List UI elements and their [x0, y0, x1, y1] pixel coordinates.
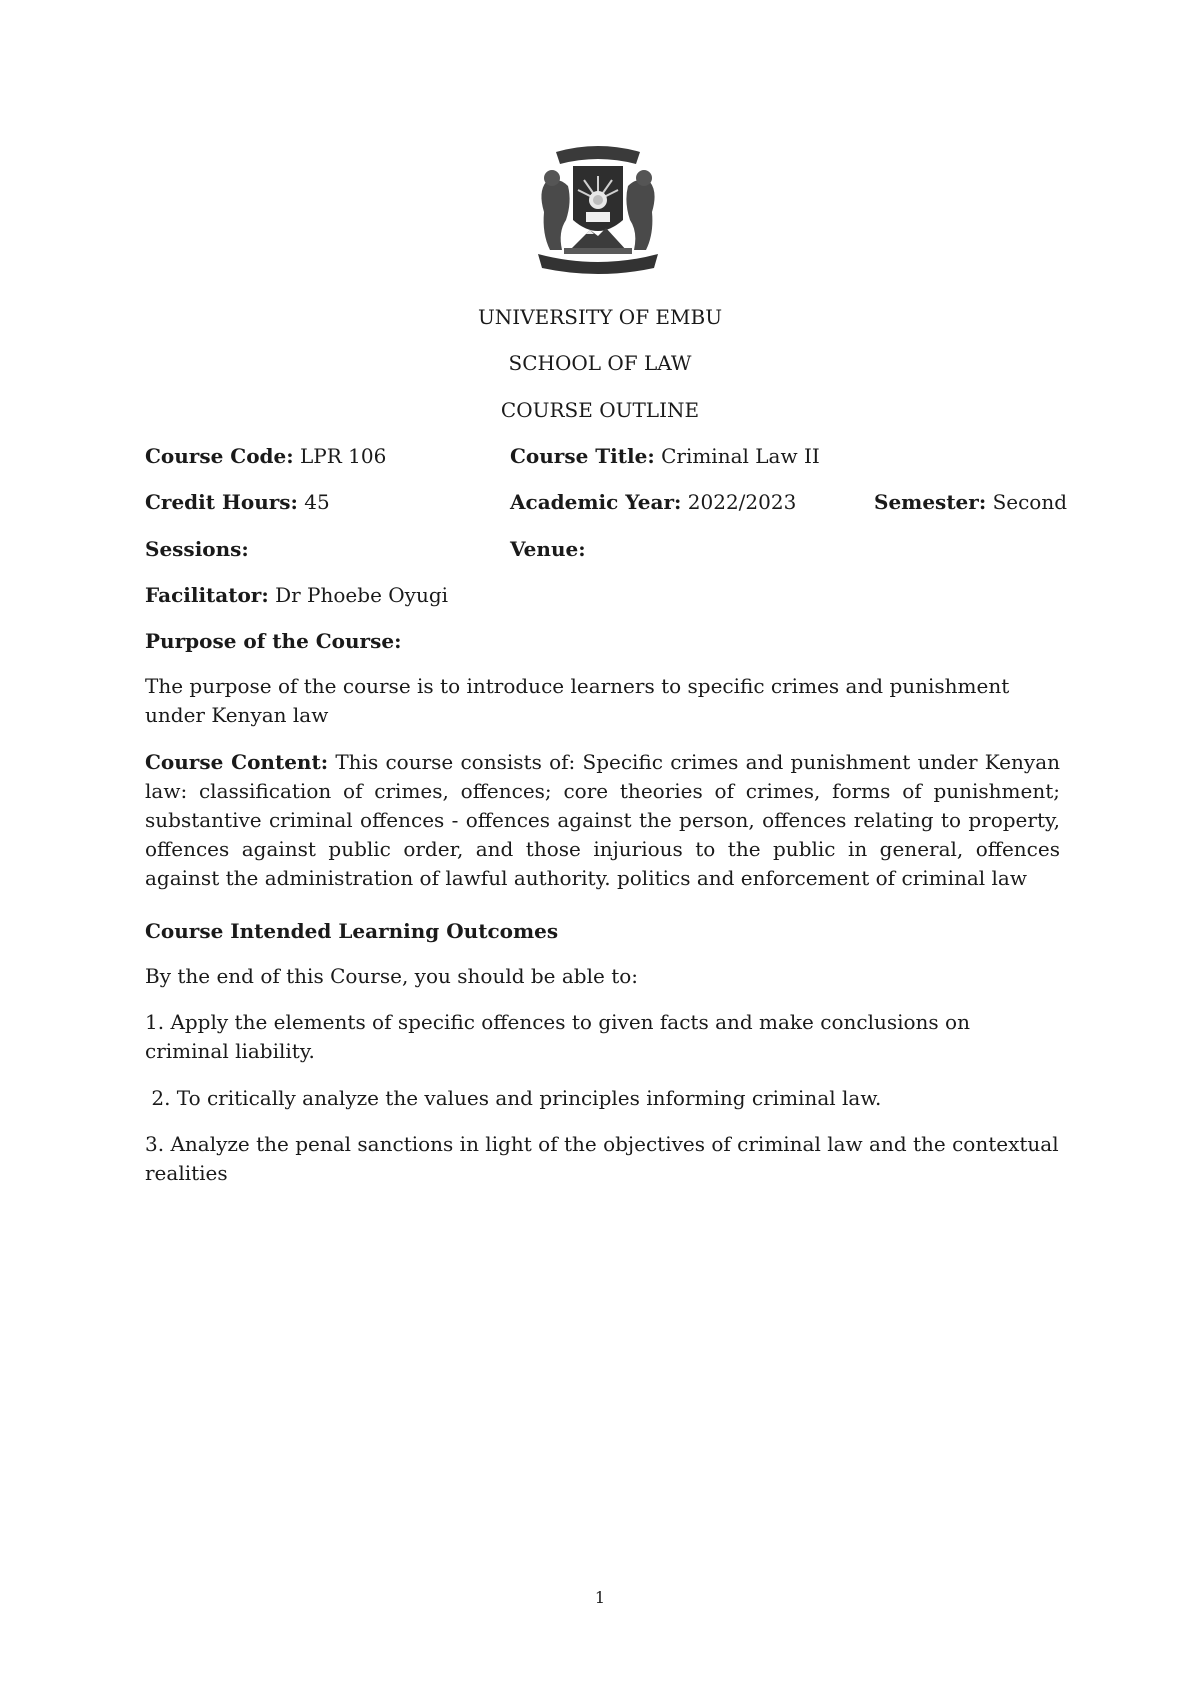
- venue-field: [510, 537, 586, 561]
- credit-hours-field: [145, 490, 330, 514]
- course-title-field: [510, 444, 820, 468]
- university-seal-logo: [528, 142, 668, 282]
- semester-field: [874, 490, 1067, 514]
- course-title-value: Criminal Law II: [661, 444, 820, 468]
- facilitator-label: Facilitator:: [145, 583, 269, 607]
- academic-year-value: 2022/2023: [687, 490, 797, 514]
- sessions-field: [145, 537, 249, 561]
- course-content-text: This course consists of: Specific crimes and punishment under Kenyan law: classification of crimes, offences; core theories of crimes, forms of punishment; substantive criminal offences - offences against the person, offences relating to property, offences against public order, and those injurious to the public in general, offences against the administration of lawful authority. politics and enforcement of criminal law: [145, 750, 1060, 890]
- semester-label: Semester:: [874, 490, 987, 514]
- course-code-label: Course Code:: [145, 444, 294, 468]
- credit-hours-value: 45: [304, 490, 330, 514]
- facilitator-field: [145, 583, 448, 607]
- academic-year-field: [510, 490, 796, 514]
- course-code-field: [145, 444, 386, 468]
- facilitator-value: Dr Phoebe Oyugi: [275, 583, 449, 607]
- school-name: SCHOOL OF LAW: [508, 351, 692, 375]
- university-name: UNIVERSITY OF EMBU: [477, 305, 723, 329]
- sessions-label: Sessions:: [145, 537, 249, 561]
- purpose-heading: Purpose of the Course:: [145, 629, 402, 653]
- page-number: 1: [594, 1588, 606, 1607]
- academic-year-label: Academic Year:: [510, 490, 682, 514]
- course-content-label: Course Content:: [145, 750, 329, 774]
- outcome-item-3: 3. Analyze the penal sanctions in light of the objectives of criminal law and the contextual realities: [145, 1132, 1059, 1185]
- purpose-text: The purpose of the course is to introduce learners to specific crimes and punishment under Kenyan law: [145, 674, 1010, 727]
- outcomes-intro: By the end of this Course, you should be able to:: [145, 964, 639, 988]
- semester-value: Second: [992, 490, 1068, 514]
- venue-label: Venue:: [510, 537, 586, 561]
- document-title: COURSE OUTLINE: [500, 398, 700, 422]
- credit-hours-label: Credit Hours:: [145, 490, 298, 514]
- outcome-item-2: 2. To critically analyze the values and principles informing criminal law.: [145, 1086, 882, 1110]
- course-content-paragraph: [145, 748, 1060, 893]
- outcomes-heading: Course Intended Learning Outcomes: [145, 919, 559, 943]
- outcome-item-1: 1. Apply the elements of specific offences to given facts and make conclusions on criminal liability.: [145, 1010, 970, 1063]
- course-title-label: Course Title:: [510, 444, 655, 468]
- course-code-value: LPR 106: [300, 444, 387, 468]
